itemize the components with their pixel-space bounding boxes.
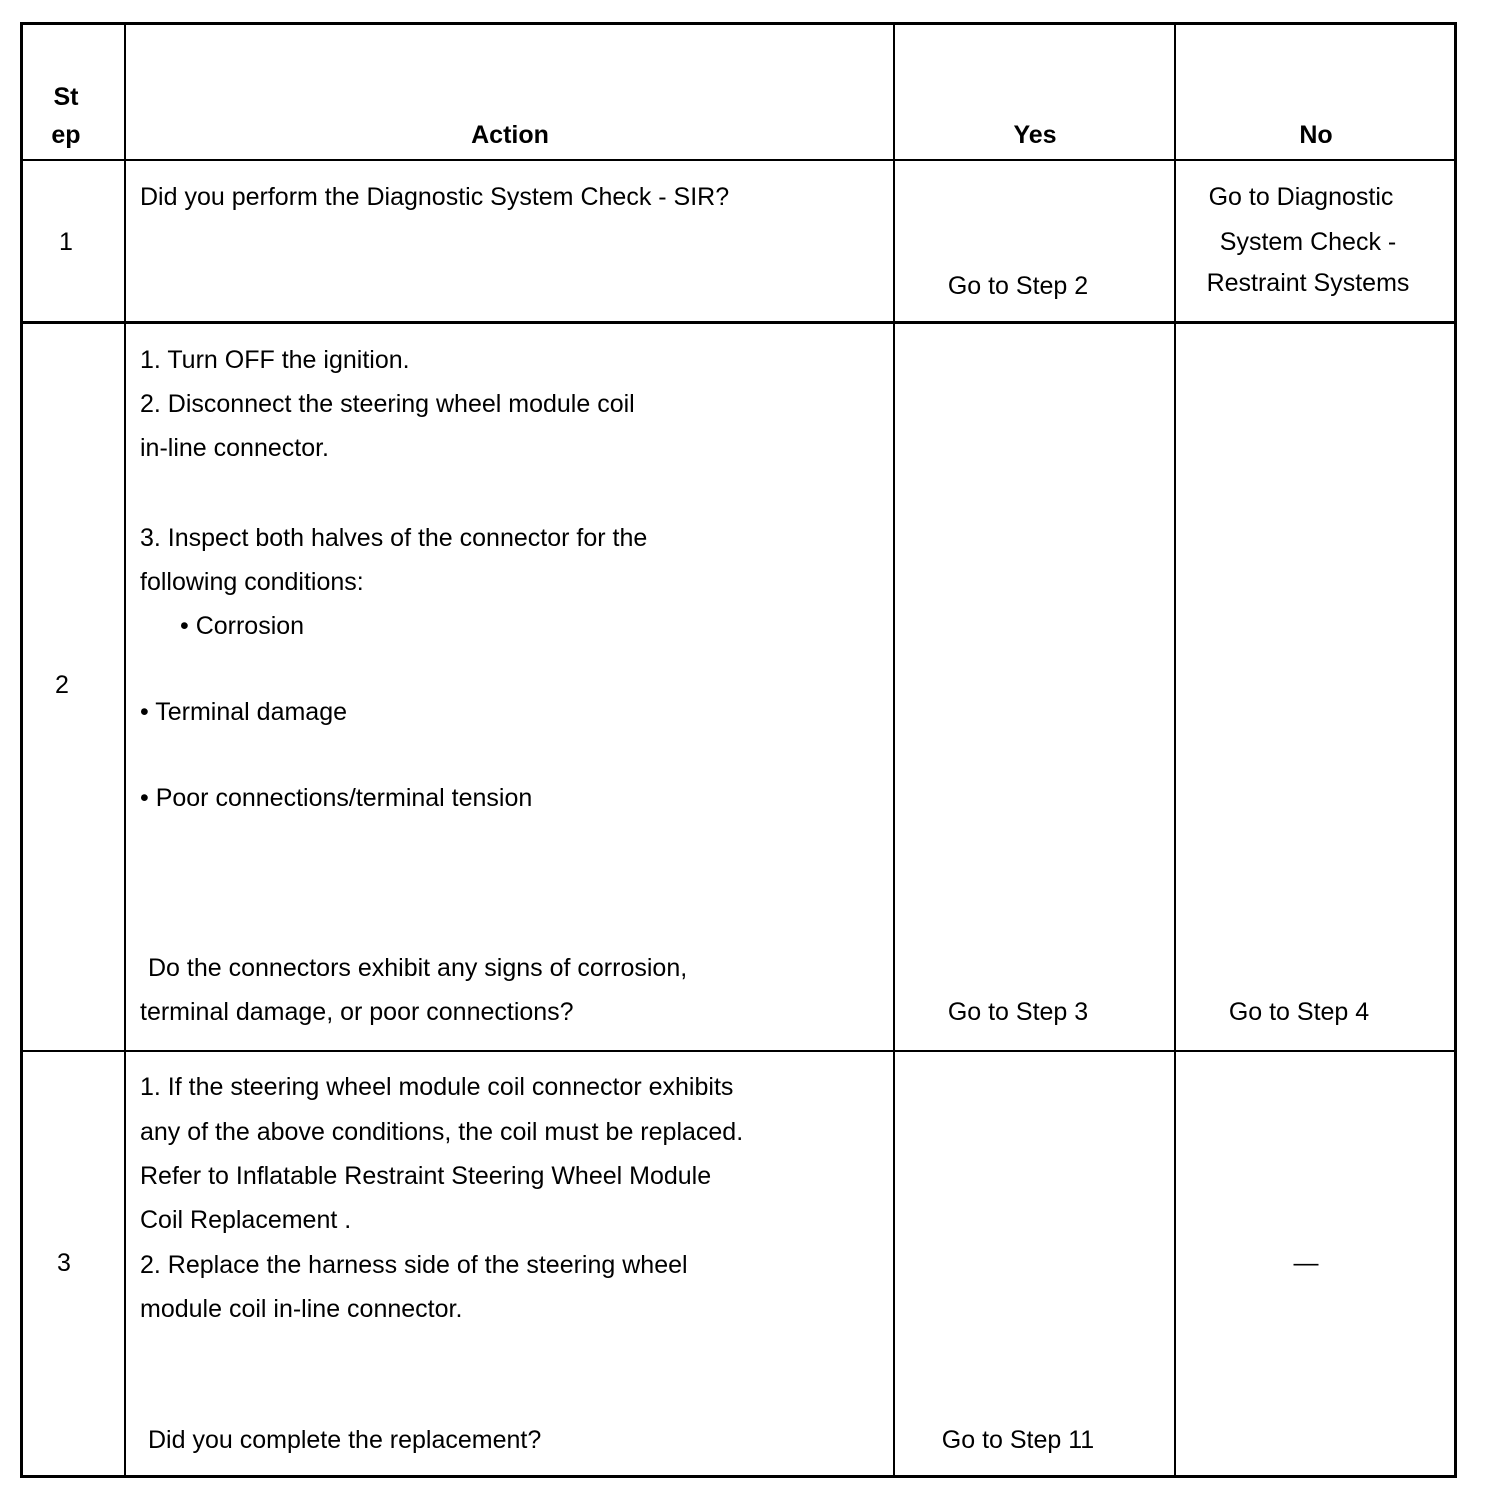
row2-question-line: terminal damage, or poor connections? [140, 998, 574, 1026]
row2-question-line: Do the connectors exhibit any signs of corrosion, [148, 954, 688, 982]
row3-action-line: 2. Replace the harness side of the steering wheel [140, 1251, 688, 1279]
row2-bullet-item: • Corrosion [180, 612, 305, 640]
row2-action-line: 3. Inspect both halves of the connector for the [140, 524, 648, 552]
row2-yes-text: Go to Step 3 [947, 998, 1089, 1026]
row3-no-text: — [1293, 1249, 1319, 1277]
row2-bullet-item: • Terminal damage [140, 698, 348, 726]
row2-action-line: 2. Disconnect the steering wheel module coil [140, 390, 635, 418]
row1-yes-text: Go to Step 2 [947, 272, 1089, 300]
row-divider [23, 159, 1454, 161]
header-yes-label: Yes [1013, 121, 1057, 149]
row1-step-number: 1 [59, 228, 73, 256]
row2-action-line: following conditions: [140, 568, 364, 596]
row-divider [23, 321, 1454, 324]
row3-step-number: 3 [57, 1249, 71, 1277]
header-step-label-line1: St [53, 83, 79, 111]
row3-action-line: Coil Replacement . [140, 1206, 352, 1234]
row3-action-line: module coil in-line connector. [140, 1295, 463, 1323]
row1-no-text-line2: System Check - [1219, 228, 1397, 256]
row2-action-line: in-line connector. [140, 434, 330, 462]
row3-action-line: 1. If the steering wheel module coil connector exhibits [140, 1073, 734, 1101]
header-no-label: No [1299, 121, 1333, 149]
header-action-label: Action [471, 121, 549, 149]
row2-action-line: 1. Turn OFF the ignition. [140, 346, 410, 374]
row3-action-line: any of the above conditions, the coil must be replaced. [140, 1118, 744, 1146]
row2-step-number: 2 [55, 671, 69, 699]
row2-bullet-item: • Poor connections/terminal tension [140, 784, 533, 812]
row1-action-text: Did you perform the Diagnostic System Check - SIR? [140, 183, 730, 211]
row2-no-text: Go to Step 4 [1228, 998, 1370, 1026]
column-divider [893, 25, 895, 1475]
row3-yes-text: Go to Step 11 [941, 1426, 1095, 1454]
header-step-label-line2: ep [51, 121, 81, 149]
row1-no-text-line1: Go to Diagnostic [1208, 183, 1394, 211]
row1-no-text-line3: Restraint Systems [1206, 269, 1410, 297]
row-divider [23, 1050, 1454, 1052]
column-divider [124, 25, 126, 1475]
row3-question-line: Did you complete the replacement? [148, 1426, 542, 1454]
row3-action-line: Refer to Inflatable Restraint Steering Wheel Module [140, 1162, 712, 1190]
